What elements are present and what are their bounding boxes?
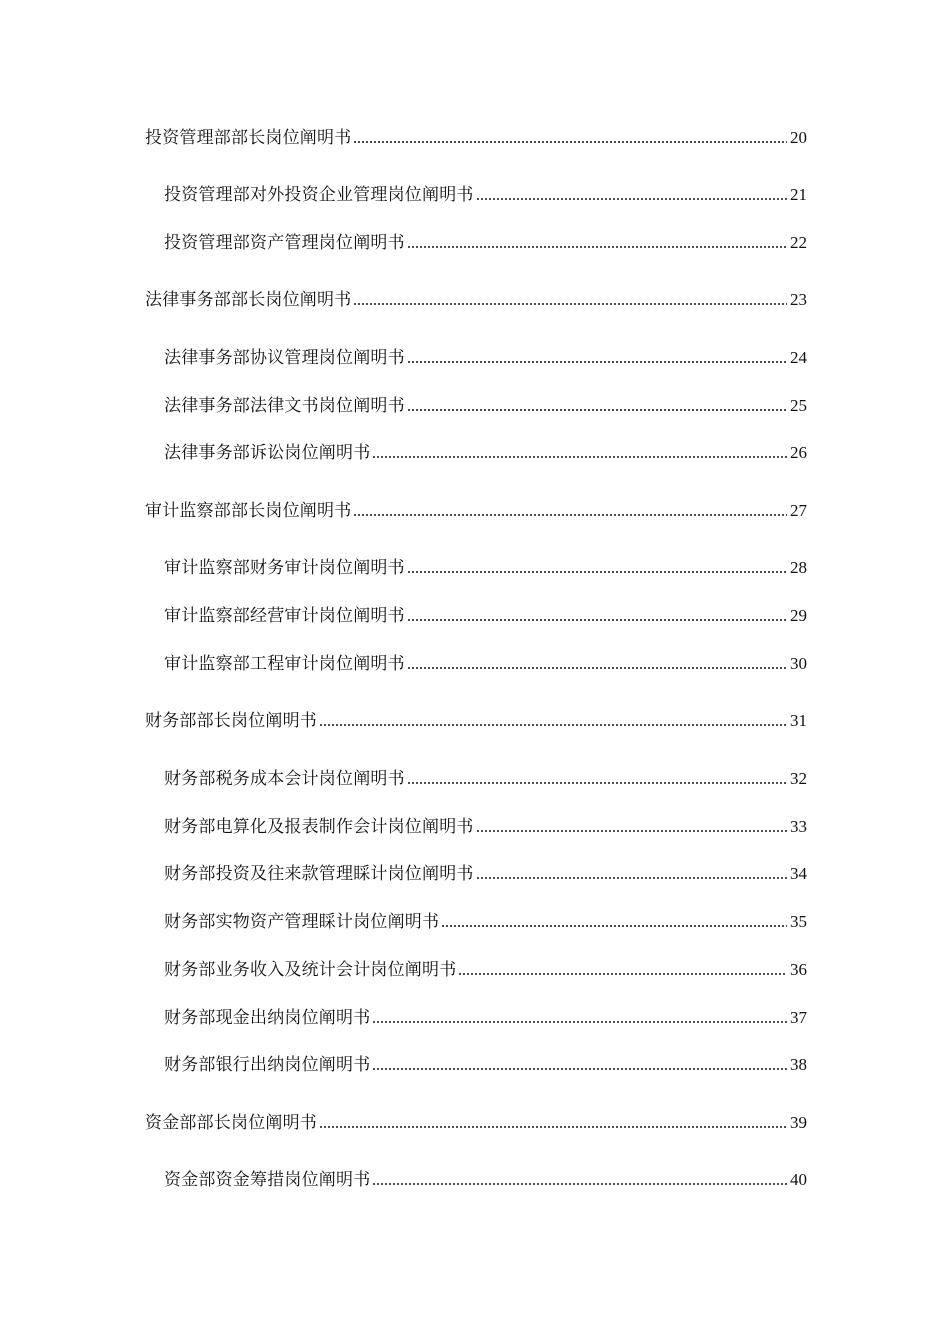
toc-dot-leader <box>407 781 787 785</box>
toc-entry-page: 35 <box>790 912 807 931</box>
toc-entry-title: 法律事务部诉讼岗位阐明书 <box>164 443 371 463</box>
toc-dot-leader <box>407 408 787 412</box>
toc-entry-title: 投资管理部部长岗位阐明书 <box>145 128 352 148</box>
toc-entry-page: 26 <box>790 443 807 462</box>
toc-entry-title: 财务部电算化及报表制作会计岗位阐明书 <box>164 817 474 837</box>
toc-entry-title: 财务部实物资产管理睬计岗位阐明书 <box>164 912 440 932</box>
toc-entry-title: 法律事务部部长岗位阐明书 <box>145 290 352 310</box>
toc-entry[interactable] <box>164 908 807 932</box>
toc-entry-title: 审计监察部经营审计岗位阐明书 <box>164 606 405 626</box>
toc-dot-leader <box>407 245 787 249</box>
toc-entry[interactable] <box>145 707 807 731</box>
toc-entry[interactable] <box>164 1051 807 1075</box>
toc-dot-leader <box>372 455 787 459</box>
toc-entry[interactable] <box>164 392 807 416</box>
toc-entry-title: 财务部现金出纳岗位阐明书 <box>164 1008 371 1028</box>
toc-entry-page: 29 <box>790 606 807 625</box>
toc-entry[interactable] <box>164 956 807 980</box>
toc-entry-page: 32 <box>790 769 807 788</box>
toc-entry-title: 财务部银行出纳岗位阐明书 <box>164 1055 371 1075</box>
toc-entry-page: 23 <box>790 290 807 309</box>
toc-entry[interactable] <box>164 554 807 578</box>
toc-entry-page: 39 <box>790 1113 807 1132</box>
toc-entry-title: 财务部税务成本会计岗位阐明书 <box>164 769 405 789</box>
toc-entry-page: 22 <box>790 233 807 252</box>
toc-entry[interactable] <box>145 124 807 148</box>
toc-dot-leader <box>372 1182 787 1186</box>
toc-entry-page: 21 <box>790 185 807 204</box>
toc-dot-leader <box>319 1125 787 1129</box>
toc-dot-leader <box>476 829 787 833</box>
toc-entry[interactable] <box>164 650 807 674</box>
toc-entry[interactable] <box>164 860 807 884</box>
toc-entry-title: 投资管理部对外投资企业管理岗位阐明书 <box>164 185 474 205</box>
toc-dot-leader <box>407 570 787 574</box>
toc-entry-page: 31 <box>790 711 807 730</box>
toc-entry-page: 40 <box>790 1170 807 1189</box>
toc-entry[interactable] <box>164 229 807 253</box>
toc-entry-title: 财务部部长岗位阐明书 <box>145 711 317 731</box>
toc-entry-page: 28 <box>790 558 807 577</box>
toc-entry-title: 审计监察部财务审计岗位阐明书 <box>164 558 405 578</box>
toc-entry-page: 36 <box>790 960 807 979</box>
toc-entry[interactable] <box>164 344 807 368</box>
toc-dot-leader <box>372 1020 787 1024</box>
toc-entry-page: 33 <box>790 817 807 836</box>
toc-entry-title: 财务部投资及往来款管理睬计岗位阐明书 <box>164 864 474 884</box>
toc-entry[interactable] <box>164 1004 807 1028</box>
toc-entry[interactable] <box>145 286 807 310</box>
toc-dot-leader <box>476 197 787 201</box>
toc-entry-page: 20 <box>790 128 807 147</box>
toc-entry[interactable] <box>145 497 807 521</box>
toc-dot-leader <box>319 723 787 727</box>
toc-dot-leader <box>407 618 787 622</box>
toc-entry[interactable] <box>164 439 807 463</box>
toc-entry-page: 30 <box>790 654 807 673</box>
toc-entry[interactable] <box>164 602 807 626</box>
toc-dot-leader <box>353 140 787 144</box>
toc-entry-title: 法律事务部协议管理岗位阐明书 <box>164 348 405 368</box>
toc-dot-leader <box>372 1067 787 1071</box>
toc-entry-title: 法律事务部法律文书岗位阐明书 <box>164 396 405 416</box>
toc-entry-page: 38 <box>790 1055 807 1074</box>
toc-entry-title: 审计监察部部长岗位阐明书 <box>145 501 352 521</box>
toc-dot-leader <box>407 666 787 670</box>
toc-dot-leader <box>441 924 787 928</box>
toc-entry-title: 财务部业务收入及统计会计岗位阐明书 <box>164 960 457 980</box>
toc-dot-leader <box>476 876 787 880</box>
toc-entry[interactable] <box>164 181 807 205</box>
toc-dot-leader <box>353 513 787 517</box>
toc-entry-title: 投资管理部资产管理岗位阐明书 <box>164 233 405 253</box>
toc-dot-leader <box>458 972 787 976</box>
toc-entry[interactable] <box>164 813 807 837</box>
toc-dot-leader <box>353 302 787 306</box>
toc-entry-page: 27 <box>790 501 807 520</box>
toc-entry[interactable] <box>164 1166 807 1190</box>
toc-entry-page: 24 <box>790 348 807 367</box>
toc-entry[interactable] <box>164 765 807 789</box>
toc-entry-page: 37 <box>790 1008 807 1027</box>
toc-entry-title: 资金部部长岗位阐明书 <box>145 1113 317 1133</box>
toc-entry-page: 25 <box>790 396 807 415</box>
toc-entry-title: 审计监察部工程审计岗位阐明书 <box>164 654 405 674</box>
toc-dot-leader <box>407 360 787 364</box>
toc-entry[interactable] <box>145 1109 807 1133</box>
toc-entry-page: 34 <box>790 864 807 883</box>
toc-entry-title: 资金部资金筹措岗位阐明书 <box>164 1170 371 1190</box>
